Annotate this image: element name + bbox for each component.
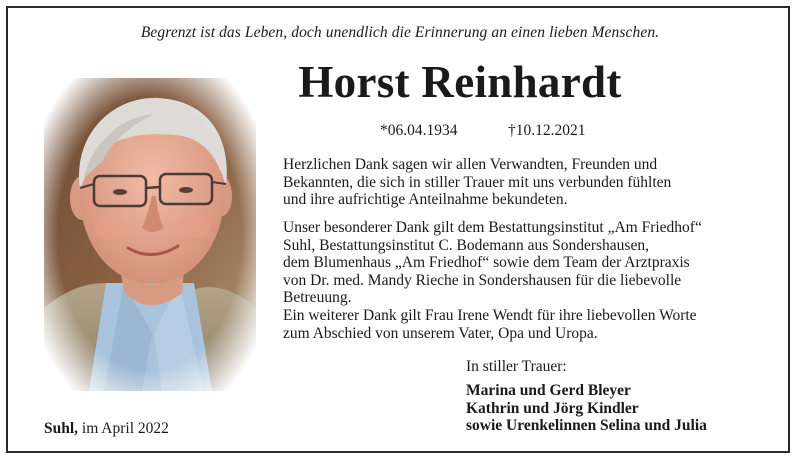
thanks-paragraph-3: [283, 307, 753, 342]
notice-date: im April 2022: [78, 420, 169, 437]
text-line: von Dr. med. Mandy Rieche in Sondershausen für die liebevolle: [283, 271, 682, 289]
text-line: Bekannten, die sich in stiller Trauer mit uns verbunden fühlten: [283, 173, 672, 191]
text-line: Ein weiterer Dank gilt Frau Irene Wendt für ihre liebevollen Worte: [283, 307, 697, 324]
text-line: Herzlichen Dank sagen wir allen Verwandten, Freunden und: [283, 156, 658, 173]
thanks-paragraph-1: [283, 156, 753, 209]
mourner-line: Kathrin und Jörg Kindler: [466, 399, 639, 417]
text-line: dem Blumenhaus „Am Friedhof“ sowie dem Team der Arztpraxis: [283, 254, 690, 272]
death-date: †10.12.2021: [508, 122, 586, 139]
text-line: Betreuung.: [283, 289, 352, 307]
mourner-line: sowie Urenkelinnen Selina und Julia: [466, 417, 707, 435]
place-name: Suhl,: [44, 420, 79, 437]
motto: Begrenzt ist das Leben, doch unendlich die Erinnerung an einen lieben Menschen.: [140, 24, 660, 41]
text-line: Suhl, Bestattungsinstitut C. Bodemann aus Sondershausen,: [283, 236, 649, 254]
text-line: zum Abschied von unserem Vater, Opa und Uropa.: [283, 324, 598, 342]
portrait-photo-icon: [44, 78, 256, 391]
mourner-line: Marina und Gerd Bleyer: [466, 382, 631, 399]
text-line: und ihre aufrichtige Anteilnahme bekundeten.: [283, 191, 568, 209]
birth-date: *06.04.1934: [380, 122, 458, 139]
deceased-name: Horst Reinhardt: [298, 57, 622, 107]
mourning-intro: In stiller Trauer:: [466, 358, 567, 375]
text-line: Unser besonderer Dank gilt dem Bestattungsinstitut „Am Friedhof“: [283, 219, 702, 236]
place-date: [44, 420, 169, 438]
thanks-paragraph-2: [283, 219, 753, 307]
mourners-list: [466, 382, 707, 435]
